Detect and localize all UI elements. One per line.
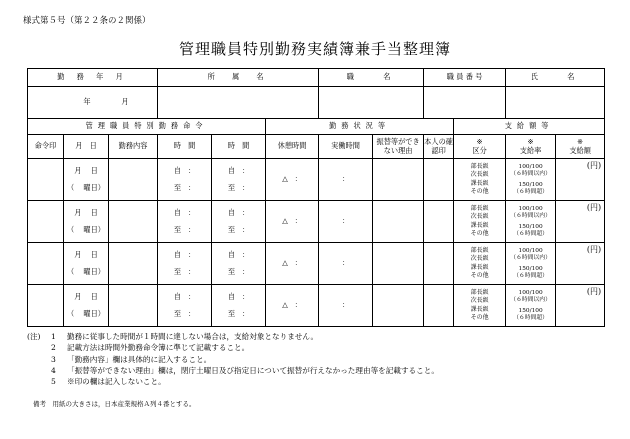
time-cell-2[interactable]: 自 ： 至 ： <box>212 243 266 285</box>
employee-no-field[interactable] <box>424 87 506 119</box>
content-cell[interactable] <box>109 285 158 327</box>
mark-category: ※ <box>476 137 483 147</box>
stamp-cell[interactable] <box>28 243 64 285</box>
position-list: 部長級 次長級 課長級 その他 <box>470 246 489 279</box>
reason-cell[interactable] <box>373 201 424 243</box>
rate-cell: 100/100 （６時間以内） 150/100 （６時間超） <box>506 159 556 201</box>
rate-cell: 100/100 （６時間以内） 150/100 （６時間超） <box>506 285 556 327</box>
note-text: ※印の欄は記入しないこと。 <box>67 377 166 387</box>
content-cell[interactable] <box>109 159 158 201</box>
date-cell[interactable]: 月 日 （ 曜日） <box>64 243 109 285</box>
amount-cell[interactable] <box>556 243 605 285</box>
employee-no-label: 職 員 番 号 <box>424 69 506 87</box>
record-table <box>27 68 605 327</box>
col-stamp: 命令印 <box>28 135 64 159</box>
time-cell-1[interactable]: 自 ： 至 ： <box>158 201 212 243</box>
record-row <box>28 159 605 201</box>
stamp-cell[interactable] <box>28 285 64 327</box>
col-actual: 実働時間 <box>319 135 373 159</box>
time-cell-2[interactable]: 自 ： 至 ： <box>212 285 266 327</box>
note-item <box>27 342 439 353</box>
col-time-2: 時 間 <box>212 135 266 159</box>
form-number: 様式第５号（第２２条の２関係） <box>23 16 151 26</box>
name-label: 氏 名 <box>506 69 605 87</box>
col-confirm: 本人の確認印 <box>424 135 454 159</box>
note-number: 4 <box>51 365 56 375</box>
yen-unit: (円) <box>586 245 602 254</box>
note-item <box>27 354 439 365</box>
mark-amount: ※ <box>577 137 584 147</box>
amount-cell[interactable] <box>556 201 605 243</box>
note-text: 勤務に従事した時間が１時間に達しない場合は，支給対象となりません。 <box>67 332 319 341</box>
actual-cell[interactable]: ： <box>319 285 373 327</box>
reason-cell[interactable] <box>373 243 424 285</box>
col-reason: 振替等ができない理由 <box>373 135 424 159</box>
content-cell[interactable] <box>109 243 158 285</box>
affiliation-field[interactable] <box>158 87 319 119</box>
yen-unit: (円) <box>586 203 602 212</box>
yen-unit: (円) <box>586 161 602 170</box>
category-cell <box>454 243 506 285</box>
time-cell-1[interactable]: 自 ： 至 ： <box>158 243 212 285</box>
note-text: 「勤務内容」欄は具体的に記入すること。 <box>67 354 212 364</box>
note-item <box>27 331 439 342</box>
biko-note: 備考 用紙の大きさは，日本産業規格Ａ列４番とする。 <box>33 400 196 408</box>
notes <box>27 331 439 387</box>
actual-cell[interactable]: ： <box>319 201 373 243</box>
category-cell <box>454 285 506 327</box>
note-text: 記載方法は時間外勤務命令簿に準じて記載すること。 <box>67 343 250 353</box>
col-amount: ※ 支給額 <box>556 135 605 159</box>
name-field[interactable] <box>506 87 605 119</box>
column-header-row <box>28 135 605 159</box>
reason-cell[interactable] <box>373 285 424 327</box>
time-cell-2[interactable]: 自 ： 至 ： <box>212 159 266 201</box>
category-cell <box>454 201 506 243</box>
category-cell <box>454 159 506 201</box>
content-cell[interactable] <box>109 201 158 243</box>
confirm-cell[interactable] <box>424 159 454 201</box>
col-category: ※ 区分 <box>454 135 506 159</box>
date-cell[interactable]: 月 日 （ 曜日） <box>64 285 109 327</box>
break-cell[interactable]: △ ： <box>266 285 319 327</box>
rate-cell: 100/100 （６時間以内） 150/100 （６時間超） <box>506 243 556 285</box>
break-cell[interactable]: △ ： <box>266 243 319 285</box>
col-month-day: 月 日 <box>64 135 109 159</box>
date-cell[interactable]: 月 日 （ 曜日） <box>64 159 109 201</box>
stamp-cell[interactable] <box>28 201 64 243</box>
mark-rate: ※ <box>527 137 534 147</box>
position-field[interactable] <box>319 87 424 119</box>
time-cell-1[interactable]: 自 ： 至 ： <box>158 285 212 327</box>
col-content: 勤務内容 <box>109 135 158 159</box>
note-text: 「振替等ができない理由」欄は，閉庁土曜日及び指定日について振替が行えなかった理由等を記載すること。 <box>67 365 439 375</box>
note-number: 3 <box>51 354 56 364</box>
time-cell-2[interactable]: 自 ： 至 ： <box>212 201 266 243</box>
confirm-cell[interactable] <box>424 201 454 243</box>
year-month-label: 勤 務 年 月 <box>28 69 158 87</box>
position-label: 職 名 <box>319 69 424 87</box>
header-value-row <box>28 87 605 119</box>
reason-cell[interactable] <box>373 159 424 201</box>
date-cell[interactable]: 月 日 （ 曜日） <box>64 201 109 243</box>
amount-cell[interactable] <box>556 285 605 327</box>
record-row <box>28 201 605 243</box>
note-item <box>27 376 439 387</box>
actual-cell[interactable]: ： <box>319 243 373 285</box>
col-time-1: 時 間 <box>158 135 212 159</box>
form-title: 管理職員特別勤務実績簿兼手当整理簿 <box>178 40 451 58</box>
confirm-cell[interactable] <box>424 243 454 285</box>
header-label-row <box>28 69 605 87</box>
record-row <box>28 243 605 285</box>
record-row <box>28 285 605 327</box>
note-prefix: (注) <box>27 332 41 341</box>
note-number: 2 <box>51 343 56 353</box>
note-item <box>27 365 439 376</box>
note-number: 1 <box>51 332 56 341</box>
confirm-cell[interactable] <box>424 285 454 327</box>
time-cell-1[interactable]: 自 ： 至 ： <box>158 159 212 201</box>
year-month-field[interactable]: 年 月 <box>28 87 158 119</box>
section-row <box>28 119 605 135</box>
yen-unit: (円) <box>586 287 602 296</box>
position-list: 部長級 次長級 課長級 その他 <box>470 288 489 321</box>
break-cell[interactable]: △ ： <box>266 159 319 201</box>
section-order: 管理職員特別勤務命令 <box>28 119 266 135</box>
affiliation-label: 所 属 名 <box>158 69 319 87</box>
col-rate: ※ 支給率 <box>506 135 556 159</box>
col-break: 休憩時間 <box>266 135 319 159</box>
position-list: 部長級 次長級 課長級 その他 <box>470 204 489 237</box>
note-number: 5 <box>51 377 56 387</box>
position-list: 部長級 次長級 課長級 その他 <box>470 162 489 195</box>
rate-cell: 100/100 （６時間以内） 150/100 （６時間超） <box>506 201 556 243</box>
section-payment: 支給額等 <box>454 119 605 135</box>
actual-cell[interactable]: ： <box>319 159 373 201</box>
stamp-cell[interactable] <box>28 159 64 201</box>
section-status: 勤務状況等 <box>266 119 454 135</box>
amount-cell[interactable] <box>556 159 605 201</box>
break-cell[interactable]: △ ： <box>266 201 319 243</box>
